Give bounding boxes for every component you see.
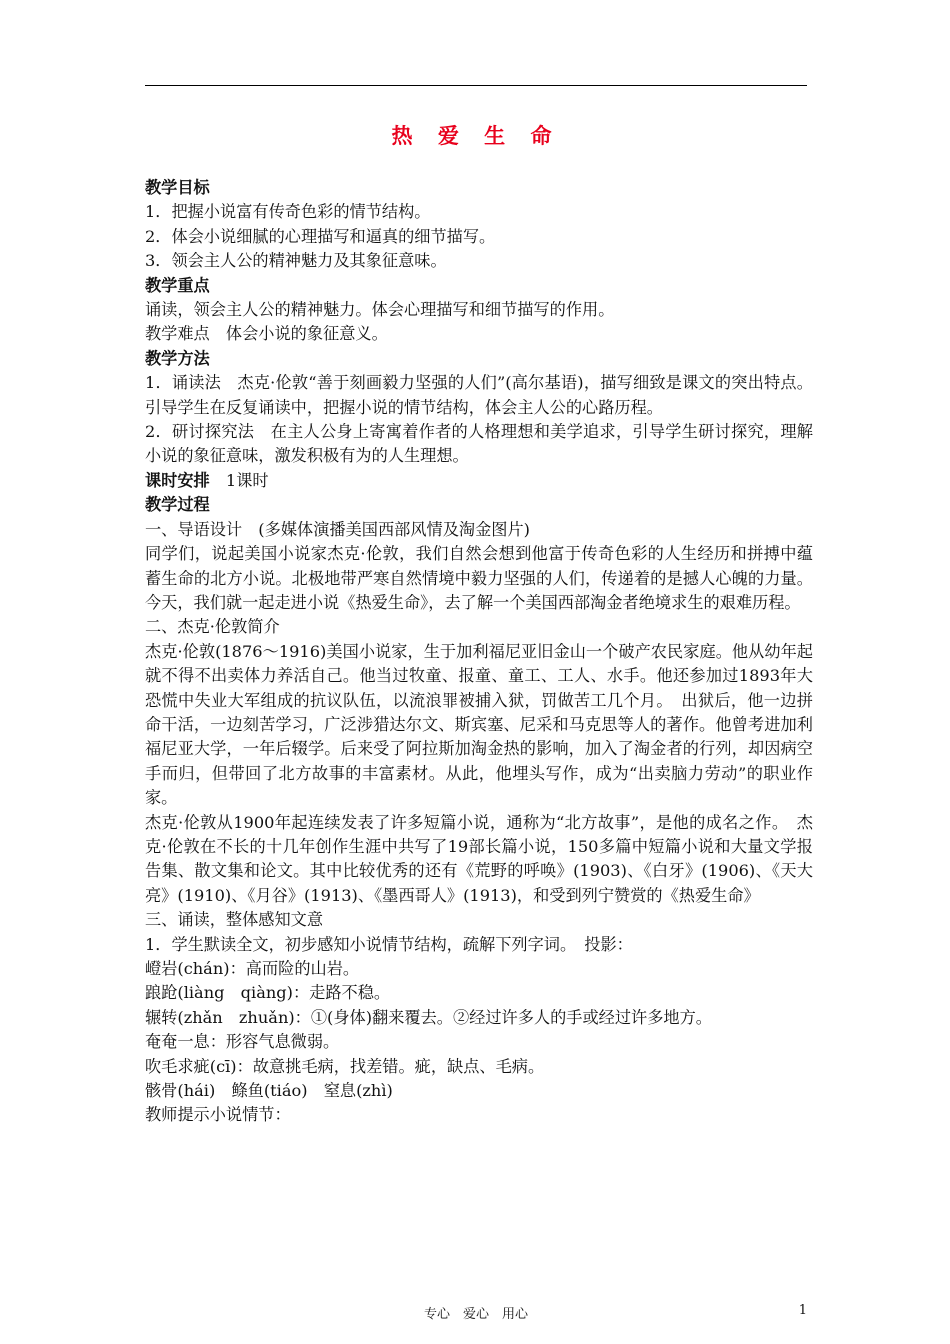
key-points-text: 诵读，领会主人公的精神魅力。体会心理描写和细节描写的作用。	[145, 300, 615, 320]
method-item-2: 2．研讨探究法 在主人公身上寄寓着作者的人格理想和美学追求，引导学生研讨探究，理解小说的象征意味，激发积极有为的人生理想。	[145, 422, 813, 466]
section-3-item-1: 1．学生默读全文，初步感知小说情节结构，疏解下列字词。 投影：	[145, 934, 633, 954]
vocab-item-6: 骸骨(hái) 鲦鱼(tiáo) 窒息(zhì)	[145, 1081, 393, 1101]
section-1-title: 一、导语设计 (多媒体演播美国西部风情及淘金图片)	[145, 519, 530, 539]
heading-teaching-goals: 教学目标	[145, 178, 210, 197]
section-2-paragraph-2: 杰克·伦敦从1900年起连续发表了许多短篇小说，通称为“北方故事”，是他的成名之作。 杰克·伦敦在不长的十几年创作生涯中共写了19部长篇小说，150多篇中短篇小说和大量文学报告集、散文集和论文。其中比较优秀的还有《荒野的呼唤》(1903)、《白牙》(1906)、《天大亮》(1910)、《月谷》(1913)、《墨西哥人》(1913)，和受到列宁赞赏的《热爱生命》	[145, 812, 813, 905]
heading-methods: 教学方法	[145, 348, 210, 368]
difficulty-text: 教学难点 体会小说的象征意义。	[145, 324, 388, 344]
plot-prompt: 教师提示小说情节：	[145, 1105, 291, 1125]
heading-schedule: 课时安排	[145, 470, 210, 490]
heading-key-points: 教学重点	[145, 275, 210, 295]
vocab-item-4: 奄奄一息：形容气息微弱。	[145, 1032, 340, 1052]
page-number: 1	[798, 1303, 807, 1318]
section-1-paragraph: 同学们，说起美国小说家杰克·伦敦，我们自然会想到他富于传奇色彩的人生经历和拼搏中蕴蓄生命的北方小说。北极地带严寒自然情境中毅力坚强的人们，传递着的是撼人心魄的力量。今天，我们就一起走进小说《热爱生命》，去了解一个美国西部淘金者绝境求生的艰难历程。	[145, 544, 813, 612]
document-title: 热 爱 生 命	[391, 124, 561, 148]
header-rule	[145, 85, 807, 86]
goal-item-2: 2．体会小说细腻的心理描写和逼真的细节描写。	[145, 226, 496, 246]
vocab-item-3: 辗转(zhǎn zhuǎn)：①(身体)翻来覆去。②经过许多人的手或经过许多地方。	[145, 1007, 712, 1027]
vocab-item-1: 嶝岩(chán)：高而险的山岩。	[145, 959, 360, 978]
goal-item-3: 3．领会主人公的精神魅力及其象征意味。	[145, 251, 447, 271]
goal-item-1: 1．把握小说富有传奇色彩的情节结构。	[145, 202, 431, 222]
schedule-value: 1课时	[209, 470, 269, 490]
page-footer	[145, 1303, 807, 1323]
document-body	[145, 176, 813, 1128]
footer-motto: 专心 爱心 用心	[423, 1307, 528, 1322]
heading-process: 教学过程	[145, 495, 210, 515]
section-3-title: 三、诵读，整体感知文意	[145, 910, 324, 930]
section-2-paragraph-1: 杰克·伦敦(1876～1916)美国小说家，生于加利福尼亚旧金山一个破产农民家庭。他从幼年起就不得不出卖体力养活自己。他当过牧童、报童、童工、工人、水手。他还参加过1893年大恐慌中失业大军组成的抗议队伍，以流浪罪被捕入狱，罚做苦工几个月。 出狱后，他一边拼命干活，一边刻苦学习，广泛涉猎达尔文、斯宾塞、尼采和马克思等人的著作。他曾考进加利福尼亚大学，一年后辍学。后来受了阿拉斯加淘金热的影响，加入了淘金者的行列，却因病空手而归，但带回了北方故事的丰富素材。从此，他埋头写作，成为“出卖脑力劳动”的职业作家。	[145, 641, 813, 808]
vocab-item-5: 吹毛求疵(cī)：故意挑毛病，找差错。疵，缺点、毛病。	[145, 1056, 545, 1076]
schedule-line	[145, 469, 813, 493]
vocab-item-2: 踉跄(liàng qiàng)：走路不稳。	[145, 983, 391, 1003]
section-2-title: 二、杰克·伦敦简介	[145, 617, 280, 637]
method-item-1: 1．诵读法 杰克·伦敦“善于刻画毅力坚强的人们”(高尔基语)，描写细致是课文的突出特点。引导学生在反复诵读中，把握小说的情节结构，体会主人公的心路历程。	[145, 373, 813, 417]
